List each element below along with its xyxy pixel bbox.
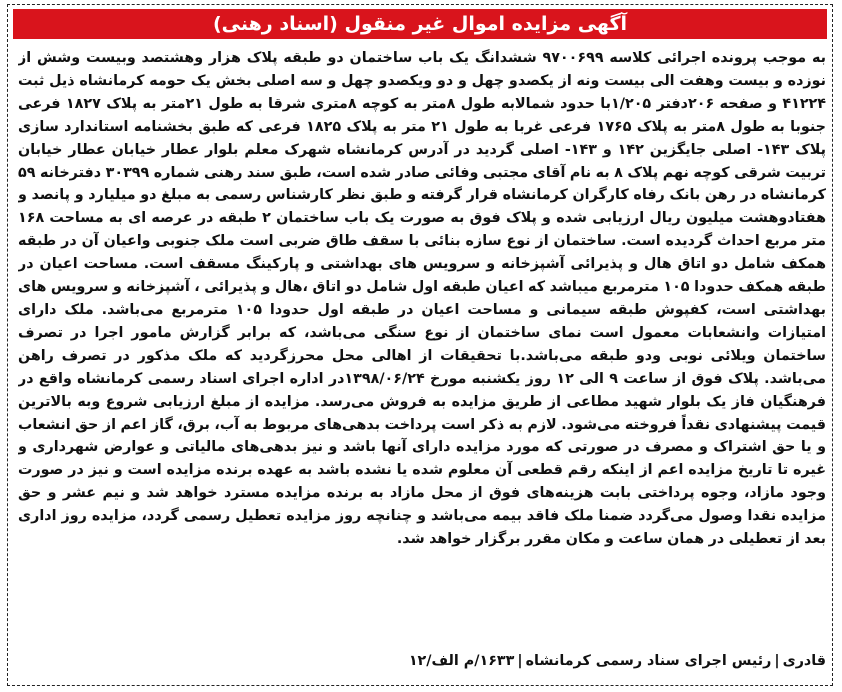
notice-title: آگهی مزایده اموال غیر منقول (اسناد رهنی) bbox=[212, 13, 628, 35]
signature-separator: | bbox=[517, 653, 523, 669]
signature-line bbox=[18, 653, 826, 669]
signer-office: رئیس اجرای سناد رسمی کرمانشاه bbox=[525, 653, 772, 669]
title-banner bbox=[13, 9, 827, 39]
notice-code: ۱۶۳۳/م الف/۱۲ bbox=[408, 653, 515, 669]
notice-frame bbox=[7, 4, 833, 686]
signer-name: قادری bbox=[782, 653, 826, 669]
notice-body: به موجب پرونده اجرائی کلاسه ۹۷۰۰۶۹۹ ششدانگ یک باب ساختمان دو طبقه پلاک هزار وهشتصد وبیست وشش از نوزده و بیست وهفت الی بیست ونه از یکصدو چهل و دو ویکصدو چهل و سه اصلی بخش یک حومه کرمانشاه ذیل ثبت ۴۱۲۲۴ و صفحه ۲۰۶دفتر ۱/۲۰۵با حدود شمالابه طول ۸متر به کوچه ۸متری شرقا به طول ۲۱متر به پلاک ۱۸۲۷ فرعی جنوبا به طول ۸متر به پلاک ۱۷۶۵ فرعی غربا به طول ۲۱ متر به پلاک ۱۸۲۵ فرعی که طبق بخشنامه استاندارد سازی پلاک ۱۴۳- اصلی جایگزین ۱۴۲ و ۱۴۳- اصلی گردید در آدرس کرمانشاه شهرک معلم بلوار عطار خیابان عطار خیابان تربیت شرقی کوچه نهم پلاک ۸ به نام آقای مجتبی وفائی صادر شده است، طبق سند رهنی شماره ۳۰۳۹۹ دفترخانه ۵۹ کرمانشاه در رهن بانک رفاه کارگران کرمانشاه قرار گرفته و طبق نظر کارشناس رسمی به مبلغ دو میلیارد و پانصد و هفتادوهشت میلیون ریال ارزیابی شده و پلاک فوق به صورت یک باب ساختمان ۲ طبقه در عرصه ای به مساحت ۱۶۸ متر مربع احداث گردیده است. ساختمان از نوع سازه بنائی با سقف طاق ضربی است ملک جنوبی واعیان آن در طبقه همکف شامل دو اتاق هال و پذیرائی آشپزخانه و سرویس های بهداشتی و پارکینگ مسقف است. مساحت اعیان در طبقه همکف حدودا ۱۰۵ مترمربع میباشد که اعیان طبقه اول شامل دو اتاق ،هال و پذیرائی ، آشپزخانه و سرویس های بهداشتی است، کفپوش طبقه سیمانی و مساحت اعیان در طبقه اول حدودا ۱۰۵ مترمربع می‌باشد. ملک دارای امتیازات وانشعابات معمول است نمای ساختمان از نوع سنگی می‌باشد، که برابر گزارش مامور اجرا در تصرف ساختمان ویلائی نوبی ودو طبقه می‌باشد.با تحقیقات از اهالی محل محرزگردید که ملک مذکور در تصرف راهن می‌باشد. پلاک فوق از ساعت ۹ الی ۱۲ روز یکشنبه مورخ ۱۳۹۸/۰۶/۲۴در اداره اجرای اسناد رسمی کرمانشاه واقع در فرهنگیان فاز یک بلوار شهید مطاعی از طریق مزایده به فروش می‌رسد. مزایده از مبلغ ارزیابی شروع وبه بالاترین قیمت پیشنهادی نقداً فروخته می‌شود. لازم به ذکر است پرداخت بدهی‌های مربوط به آب، برق، گاز اعم از حق انشعاب و یا حق اشتراک و مصرف در صورتی که مورد مزایده دارای آنها باشد و نیز بدهی‌های مالیاتی و عوارض شهرداری و غیره تا تاریخ مزایده اعم از اینکه رقم قطعی آن معلوم شده یا نشده باشد به عهده برنده مزایده است و نیز در صورت وجود مازاد، وجوه پرداختی بابت هزینه‌های فوق از محل مازاد به برنده مزایده مسترد خواهد شد و نیم عشر و حق مزایده نقدا وصول می‌گردد ضمنا ملک فاقد بیمه می‌باشد و چنانچه روز مزایده تعطیل رسمی گردد، مزایده روز اداری بعد از تعطیلی در همان ساعت و مکان مقرر برگزار خواهد شد. bbox=[18, 50, 826, 548]
signature-separator: | bbox=[774, 653, 780, 669]
